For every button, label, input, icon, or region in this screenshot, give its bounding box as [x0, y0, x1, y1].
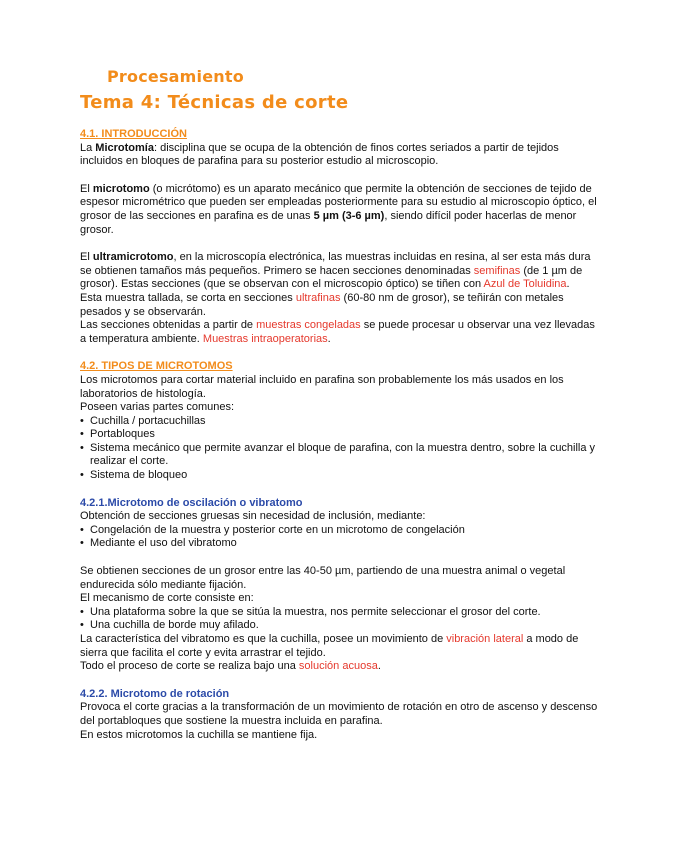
section-heading-introduccion: 4.1. INTRODUCCIÓN [80, 128, 187, 140]
list-item: • Mediante el uso del vibratomo [80, 537, 237, 550]
paragraph-cuchilla-fija: En estos microtomos la cuchilla se mantiene fija. [80, 728, 318, 741]
list-item: • Una plataforma sobre la que se sitúa la muestra, nos permite seleccionar el grosor del corte. [80, 605, 541, 618]
list-item: • Portabloques [80, 428, 155, 441]
paragraph-obtencion: Obtención de secciones gruesas sin necesidad de inclusión, mediante: [80, 510, 426, 523]
paragraph-congeladas: Las secciones obtenidas a partir de muestras congeladas se puede procesar u observar una vez llevadas a temperatura ambiente. Muestras intraoperatorias. [80, 319, 595, 345]
paragraph-tipos-intro: Los microtomos para cortar material incluido en parafina son probablemente los más usados en los laboratorios de histología. [80, 373, 564, 400]
subsection-heading-rotacion: 4.2.2. Microtomo de rotación [80, 687, 230, 700]
list-parts [80, 415, 600, 483]
section-heading-tipos: 4.2. TIPOS DE MICROTOMOS [80, 360, 233, 373]
paragraph-microtomia: La Microtomía: disciplina que se ocupa de la obtención de finos cortes seriados a partir de tejidos incluidos en bloques de parafina para su posterior estudio al microscopio. [80, 141, 559, 168]
paragraph-grosor: Se obtienen secciones de un grosor entre las 40-50 µm, partiendo de una muestra animal o vegetal endurecida sólo mediante fijación. [80, 565, 566, 591]
list-item: • Una cuchilla de borde muy afilado. [80, 619, 259, 632]
subsection-heading-vibratomo: 4.2.1.Microtomo de oscilación o vibratomo [80, 496, 303, 509]
list-item: • Congelación de la muestra y posterior corte en un microtomo de congelación [80, 523, 465, 536]
paragraph-ultramicrotomo: El ultramicrotomo, en la microscopía electrónica, las muestras incluidas en resina, al ser esta más dura se obtienen tamaños más pequeños. Primero se hacen secciones denominadas semifinas (de 1 µm de grosor). Estas secciones (que se observan con el microscopio óptico) se tiñen con Azul de Toluidina. [80, 251, 591, 291]
header-kicker: Procesamiento [107, 67, 244, 86]
list-item: • Sistema mecánico que permite avanzar el bloque de parafina, con la muestra dentro, sobre la cuchilla y realizar el corte. [80, 441, 596, 468]
paragraph-partes: Poseen varias partes comunes: [80, 401, 235, 414]
paragraph-microtomo: El microtomo (o micrótomo) es un aparato mecánico que permite la obtención de secciones de tejido de espesor micrométrico que pueden ser empleadas posteriormente para su estudio al microscopio óptico, el grosor de las secciones en parafina es de unas 5 µm (3-6 µm), siendo difícil poder hacerlas de menor grosor. [80, 182, 597, 236]
page-title: Tema 4: Técnicas de corte [80, 92, 349, 113]
list-item: • Cuchilla / portacuchillas [80, 414, 206, 427]
list-methods [80, 524, 600, 551]
paragraph-ultrafinas: Esta muestra tallada, se corta en secciones ultrafinas (60-80 nm de grosor), se teñirán con metales pesados y se observarán. [80, 291, 564, 318]
list-mechanism [80, 606, 600, 633]
paragraph-vibracion: La característica del vibratomo es que la cuchilla, posee un movimiento de vibración lateral a modo de sierra que facilita el corte y evita arrastrar el tejido. [80, 633, 579, 659]
paragraph-rotacion: Provoca el corte gracias a la transformación de un movimiento de rotación en otro de ascenso y descenso del portabloques que sostiene la muestra incluida en parafina. [80, 701, 598, 727]
document-body [80, 128, 600, 742]
paragraph-mecanismo: El mecanismo de corte consiste en: [80, 592, 254, 605]
list-item: • Sistema de bloqueo [80, 469, 188, 482]
paragraph-solucion: Todo el proceso de corte se realiza bajo una solución acuosa. [80, 660, 381, 673]
